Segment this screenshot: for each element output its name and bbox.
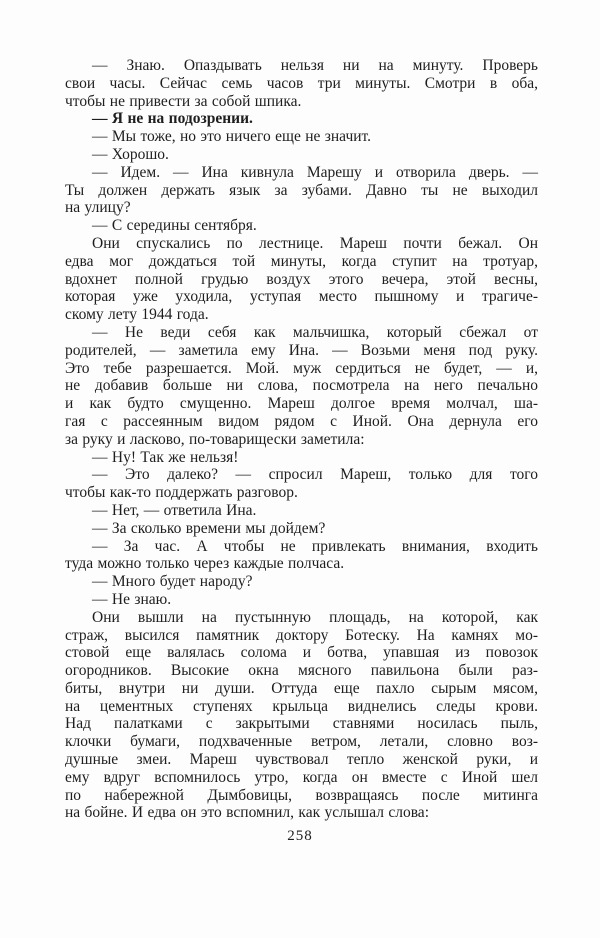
page-text [65, 57, 538, 822]
text-line: Над палатками с закрытыми ставнями носилась пыль, [65, 715, 538, 733]
paragraph [65, 520, 538, 538]
page-number: 258 [287, 828, 313, 844]
text-line: стовой еще валялась солома и ботва, упавшая из повозок [65, 644, 538, 662]
text-line: — За сколько времени мы дойдем? [92, 519, 326, 537]
paragraph [65, 466, 538, 502]
text-line: по набережной Дымбовицы, возвращаясь после митинга [65, 786, 538, 804]
paragraph [65, 164, 538, 217]
paragraph [65, 128, 538, 146]
paragraph [65, 502, 538, 520]
text-line: чтобы как-то поддержать разговор. [65, 484, 298, 502]
text-line: огородников. Высокие окна мясного павильона были раз- [65, 662, 538, 680]
text-line: вдохнет полной грудью воздух этого вечера, этой весны, [65, 270, 538, 288]
paragraph [65, 324, 538, 449]
text-line: — Знаю. Опаздывать нельзя ни на минуту. Проверь [92, 57, 538, 74]
paragraph [65, 146, 538, 164]
text-line: — Нет, — ответила Ина. [92, 501, 257, 519]
text-line: родителей, — заметила ему Ина. — Возьми меня под руку. [65, 341, 538, 359]
text-line: — Не веди себя как мальчишка, который сбежал от [92, 323, 538, 341]
text-line: — Не знаю. [92, 590, 172, 608]
text-line: — Много будет народу? [92, 573, 253, 591]
text-line: — Ну! Так же нельзя! [92, 448, 239, 466]
text-line: — С середины сентября. [92, 217, 257, 235]
text-line: Это тебе разрешается. Мой. муж сердиться не будет, — и, [65, 359, 538, 377]
paragraph [65, 573, 538, 591]
text-line: душные змеи. Мареш чувствовал тепло женской руки, и [65, 751, 538, 769]
text-line: туда можно только через каждые полчаса. [65, 555, 345, 573]
text-line: Они спускались по лестнице. Мареш почти бежал. Он [92, 234, 538, 252]
text-line: Они вышли на пустынную площадь, на которой, как [92, 608, 538, 626]
paragraph [65, 609, 538, 823]
text-line: — Хорошо. [92, 145, 169, 163]
paragraph [65, 110, 538, 128]
paragraph [65, 235, 538, 324]
paragraph [65, 538, 538, 574]
text-line: едва мог дождаться той минуты, когда ступит на тротуар, [65, 252, 538, 270]
text-line: Ты должен держать язык за зубами. Давно ты не выходил [65, 181, 538, 199]
text-line: клочки бумаги, подхваченные ветром, летали, словно воз- [65, 733, 538, 751]
text-line: ему вдруг вспомнилось утро, когда он вместе с Иной шел [65, 768, 538, 786]
paragraph [65, 591, 538, 609]
text-line: скому лету 1944 года. [65, 306, 209, 324]
text-line: — Я не на подозрении. [92, 110, 253, 128]
paragraph [65, 217, 538, 235]
text-line: не добавив больше ни слова, посмотрела на него печально [65, 377, 538, 395]
text-line: свои часы. Сейчас семь часов три минуты. Смотри в оба, [65, 74, 538, 92]
paragraph [65, 57, 538, 110]
text-line: на улицу? [65, 199, 131, 217]
text-line: за руку и ласково, по-товарищески заметила: [65, 430, 365, 448]
text-line: гая с рассеянным видом рядом с Иной. Она дернула его [65, 412, 538, 430]
text-line: биты, внутри ни души. Оттуда еще пахло сырым мясом, [65, 679, 538, 697]
text-line: на цементных ступенях крыльца виднелись следы крови. [65, 697, 538, 715]
text-line: которая уже уходила, уступая место пышному и трагиче- [65, 288, 538, 306]
text-line: и как будто смущенно. Мареш долгое время молчал, ша- [65, 395, 538, 413]
text-line: — Идем. — Ина кивнула Марешу и отворила дверь. — [92, 163, 538, 181]
paragraph [65, 449, 538, 467]
text-line: — Мы тоже, но это ничего еще не значит. [92, 128, 372, 146]
text-line: — Это далеко? — спросил Мареш, только для того [92, 466, 538, 484]
text-line: страж, высился памятник доктору Ботеску. На камнях мо- [65, 626, 538, 644]
text-line: чтобы не привести за собой шпика. [65, 92, 302, 110]
text-line: — За час. А чтобы не привлекать внимания, входить [92, 537, 538, 555]
text-line: на бойне. И едва он это вспомнил, как услышал слова: [65, 804, 429, 822]
